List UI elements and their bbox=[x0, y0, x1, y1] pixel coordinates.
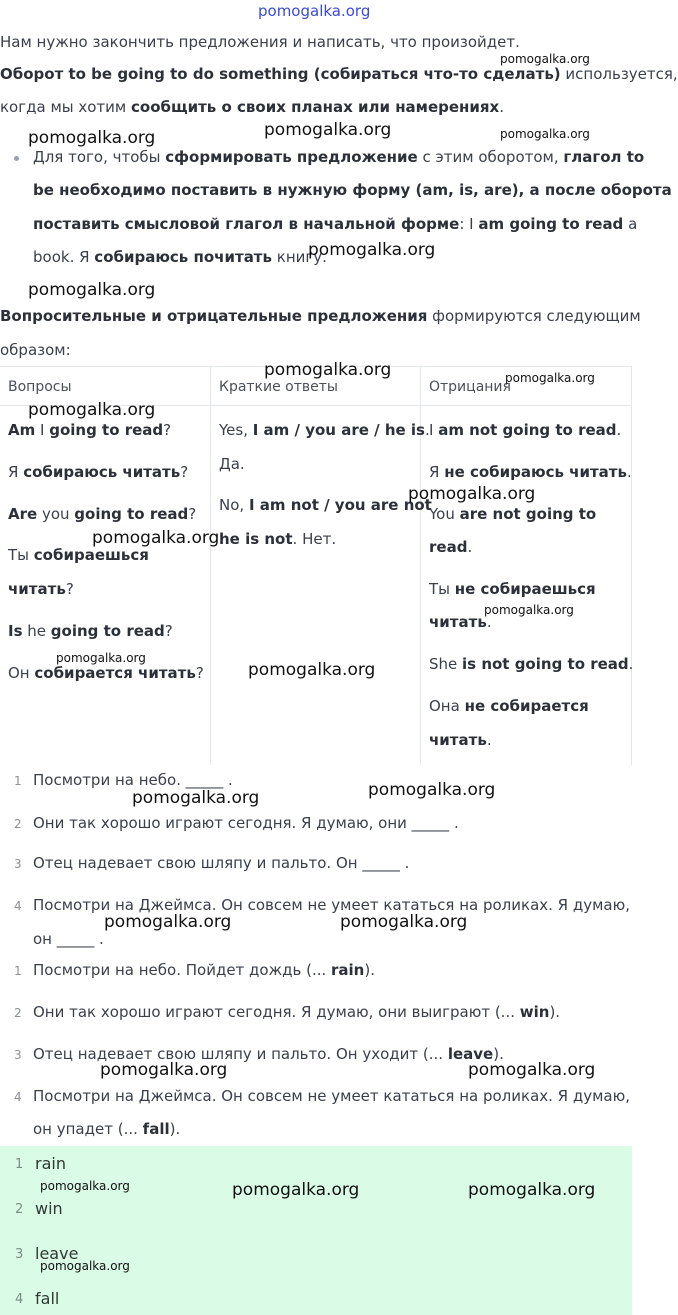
intro-text: Нам нужно закончить предложения и написать, что произойдет. bbox=[0, 33, 520, 51]
watermark: pomogalka.org bbox=[248, 660, 376, 680]
site-watermark-top[interactable]: pomogalka.org bbox=[258, 2, 371, 20]
filled-number: 1 bbox=[14, 964, 22, 978]
watermark: pomogalka.org bbox=[40, 1259, 130, 1273]
exercise-item: Посмотри на Джеймса. Он совсем не умеет кататься на роликах. Я думаю, bbox=[33, 896, 631, 914]
watermark: pomogalka.org bbox=[500, 52, 590, 66]
filled-number: 3 bbox=[14, 1048, 22, 1062]
negation-cell: You are not going to bbox=[429, 505, 597, 523]
filled-item: Отец надевает свою шляпу и пальто. Он уходит (... leave). bbox=[33, 1045, 504, 1063]
watermark: pomogalka.org bbox=[500, 127, 590, 141]
bullet-line-1: Для того, чтобы сформировать предложение с этим оборотом, глагол to bbox=[33, 148, 645, 166]
question-cell: Am I going to read? bbox=[8, 421, 172, 439]
bullet-line-3: поставить смысловой глагол в начальной форме: I am going to read a bbox=[33, 215, 638, 233]
watermark: pomogalka.org bbox=[232, 1180, 360, 1200]
answer-text: fall bbox=[35, 1289, 60, 1308]
question-cell: Он собирается читать? bbox=[8, 664, 204, 682]
answers-panel bbox=[0, 1146, 632, 1315]
bullet-line-4: book. Я собираюсь почитать книгу. bbox=[33, 248, 327, 266]
answer-number: 3 bbox=[15, 1247, 24, 1262]
answer-text: leave bbox=[35, 1244, 79, 1263]
question-cell: читать? bbox=[8, 580, 74, 598]
rule-line-1: Оборот to be going to do something (собираться что-то сделать) используется, bbox=[0, 65, 678, 83]
table-header-questions: Вопросы bbox=[8, 379, 72, 395]
rule-line-2: когда мы хотим сообщить о своих планах или намерениях. bbox=[0, 98, 504, 116]
filled-item: Они так хорошо играют сегодня. Я думаю, они выиграют (... win). bbox=[33, 1003, 561, 1021]
bullet-line-2: be необходимо поставить в нужную форму (am, is, are), а после оборота bbox=[33, 181, 672, 199]
question-cell: Ты собираешься bbox=[8, 546, 149, 564]
filled-item: Посмотри на Джеймса. Он совсем не умеет кататься на роликах. Я думаю, bbox=[33, 1087, 631, 1105]
bullet-marker bbox=[14, 156, 19, 161]
watermark: pomogalka.org bbox=[100, 1060, 228, 1080]
question-cell: Are you going to read? bbox=[8, 505, 197, 523]
filled-item: Посмотри на небо. Пойдет дождь (... rain). bbox=[33, 961, 375, 979]
answer-number: 2 bbox=[15, 1202, 24, 1217]
questions-intro-line-2: образом: bbox=[0, 341, 71, 359]
watermark: pomogalka.org bbox=[505, 371, 595, 385]
question-cell: Я собираюсь читать? bbox=[8, 463, 189, 481]
watermark: pomogalka.org bbox=[264, 360, 392, 380]
watermark: pomogalka.org bbox=[408, 484, 536, 504]
negation-cell: I am not going to read. bbox=[429, 421, 622, 439]
filled-number: 4 bbox=[14, 1090, 22, 1104]
watermark: pomogalka.org bbox=[104, 912, 232, 932]
watermark: pomogalka.org bbox=[56, 651, 146, 665]
question-cell: Is he going to read? bbox=[8, 622, 173, 640]
exercise-number: 3 bbox=[14, 857, 22, 871]
watermark: pomogalka.org bbox=[28, 400, 156, 420]
watermark: pomogalka.org bbox=[484, 603, 574, 617]
watermark: pomogalka.org bbox=[92, 528, 220, 548]
answer-number: 1 bbox=[15, 1157, 24, 1172]
watermark: pomogalka.org bbox=[132, 788, 260, 808]
grammar-table bbox=[0, 366, 632, 765]
exercise-item: Они так хорошо играют сегодня. Я думаю, они _____ . bbox=[33, 814, 459, 832]
negation-cell: Она не собирается bbox=[429, 697, 589, 715]
exercise-item: Отец надевает свою шляпу и пальто. Он _____ . bbox=[33, 854, 410, 872]
watermark: pomogalka.org bbox=[468, 1180, 596, 1200]
watermark: pomogalka.org bbox=[340, 912, 468, 932]
answer-text: win bbox=[35, 1199, 63, 1218]
watermark: pomogalka.org bbox=[468, 1060, 596, 1080]
filled-number: 2 bbox=[14, 1006, 22, 1020]
watermark: pomogalka.org bbox=[264, 120, 392, 140]
negation-cell: читать. bbox=[429, 613, 492, 631]
answer-cell: No, I am not / you are not bbox=[219, 496, 432, 514]
watermark: pomogalka.org bbox=[308, 240, 436, 260]
watermark: pomogalka.org bbox=[28, 128, 156, 148]
answer-number: 4 bbox=[15, 1292, 24, 1307]
negation-cell: read. bbox=[429, 538, 473, 556]
exercise-item: Посмотри на небо. _____ . bbox=[33, 771, 233, 789]
exercise-number: 1 bbox=[14, 774, 22, 788]
exercise-item-continuation: он _____ . bbox=[33, 930, 104, 948]
table-header-negations: Отрицания bbox=[429, 379, 511, 395]
filled-item-continuation: он упадет (... fall). bbox=[33, 1120, 181, 1138]
answer-cell: Yes, I am / you are / he is. bbox=[219, 421, 430, 439]
negation-cell: читать. bbox=[429, 731, 492, 749]
exercise-number: 2 bbox=[14, 817, 22, 831]
table-header-short-answers: Краткие ответы bbox=[219, 379, 338, 395]
answer-cell: he is not. Нет. bbox=[219, 530, 337, 548]
table-divider bbox=[210, 367, 211, 765]
negation-cell: She is not going to read. bbox=[429, 655, 634, 673]
watermark: pomogalka.org bbox=[28, 280, 156, 300]
questions-intro-line-1: Вопросительные и отрицательные предложения формируются следующим bbox=[0, 307, 641, 325]
negation-cell: Ты не собираешься bbox=[429, 580, 596, 598]
answer-text: rain bbox=[35, 1154, 66, 1173]
table-divider bbox=[631, 367, 632, 765]
exercise-number: 4 bbox=[14, 899, 22, 913]
watermark: pomogalka.org bbox=[368, 780, 496, 800]
watermark: pomogalka.org bbox=[40, 1179, 130, 1193]
negation-cell: Я не собираюсь читать. bbox=[429, 463, 632, 481]
answer-cell: Да. bbox=[219, 455, 245, 473]
